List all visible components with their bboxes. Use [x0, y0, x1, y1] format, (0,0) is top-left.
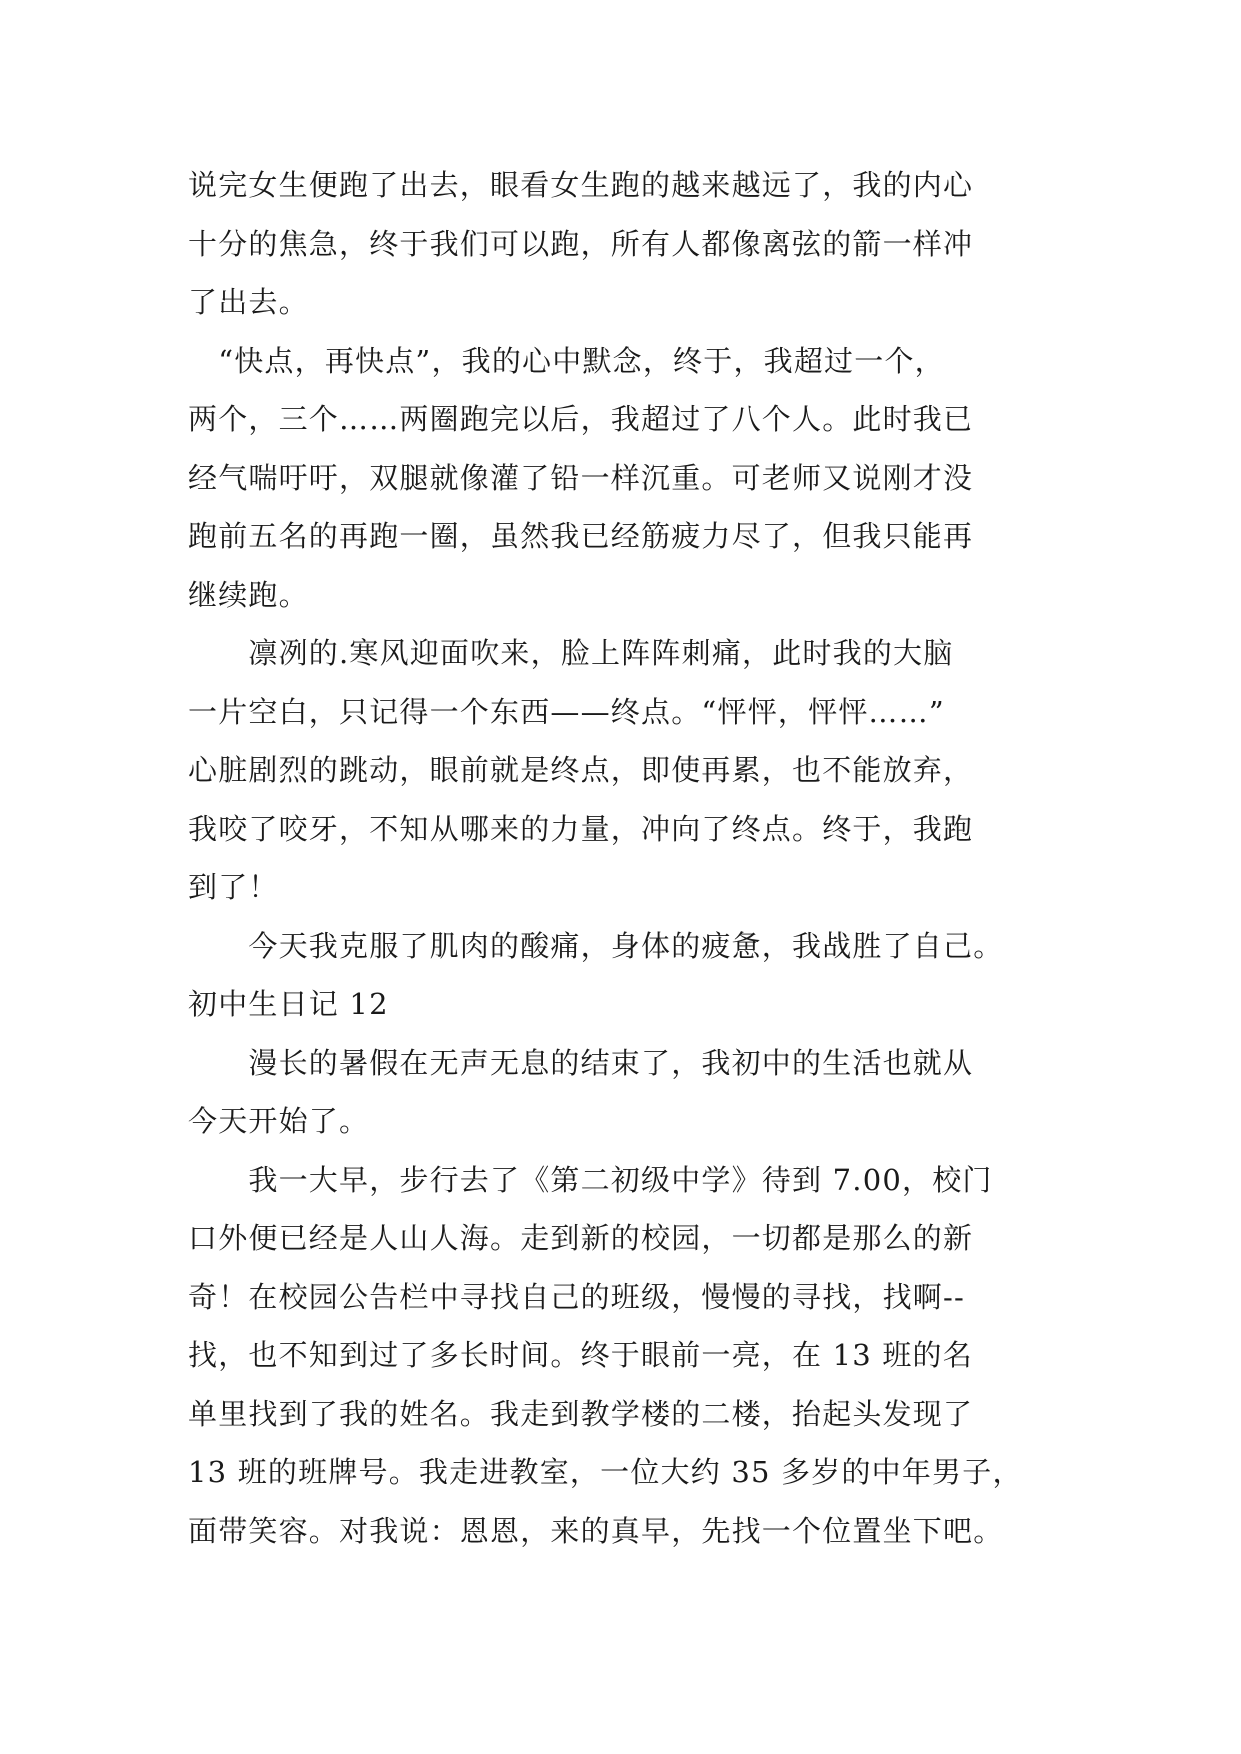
text-line: 面带笑容。对我说：恩恩，来的真早，先找一个位置坐下吧。	[188, 1513, 1004, 1548]
text-line: 单里找到了我的姓名。我走到教学楼的二楼，抬起头发现了	[188, 1396, 974, 1431]
text-line: 心脏剧烈的跳动，眼前就是终点，即使再累，也不能放弃，	[188, 753, 974, 787]
text-line: 继续跑。	[188, 577, 309, 612]
text-line: “快点，再快点”，我的心中默念，终于，我超过一个，	[188, 343, 945, 378]
text-line: 我一大早，步行去了《第二初级中学》待到 7.00，校门	[188, 1162, 993, 1197]
text-line: 了出去。	[188, 285, 309, 319]
text-line: 经气喘吁吁，双腿就像灌了铅一样沉重。可老师又说刚才没	[188, 460, 974, 495]
text-line: 十分的焦急，终于我们可以跑，所有人都像离弦的箭一样冲	[188, 226, 974, 261]
text-line: 找，也不知到过了多长时间。终于眼前一亮，在 13 班的名	[188, 1338, 973, 1372]
text-line: 我咬了咬牙，不知从哪来的力量，冲向了终点。终于，我跑	[188, 811, 974, 846]
text-line: 今天开始了。	[188, 1104, 370, 1138]
text-line: 一片空白，只记得一个东西——终点。“怦怦，怦怦……”	[188, 694, 945, 729]
text-line: 到了！	[188, 870, 279, 904]
text-line: 口外便已经是人山人海。走到新的校园，一切都是那么的新	[188, 1221, 974, 1255]
text-line: 两个，三个……两圈跑完以后，我超过了八个人。此时我已	[188, 402, 974, 436]
text-line: 13 班的班牌号。我走进教室，一位大约 35 多岁的中年男子，	[188, 1455, 1023, 1489]
text-line: 说完女生便跑了出去，眼看女生跑的越来越远了，我的内心	[188, 168, 974, 202]
section-heading: 初中生日记 12	[188, 987, 389, 1021]
text-line: 漫长的暑假在无声无息的结束了，我初中的生活也就从	[188, 1045, 974, 1080]
text-line: 跑前五名的再跑一圈，虽然我已经筋疲力尽了，但我只能再	[188, 519, 974, 553]
text-line: 奇！在校园公告栏中寻找自己的班级，慢慢的寻找，找啊--	[188, 1279, 965, 1314]
text-line: 凛冽的.寒风迎面吹来，脸上阵阵刺痛，此时我的大脑	[188, 636, 954, 670]
body-text	[188, 156, 1048, 1560]
text-line: 今天我克服了肌肉的酸痛，身体的疲惫，我战胜了自己。	[188, 928, 1004, 963]
